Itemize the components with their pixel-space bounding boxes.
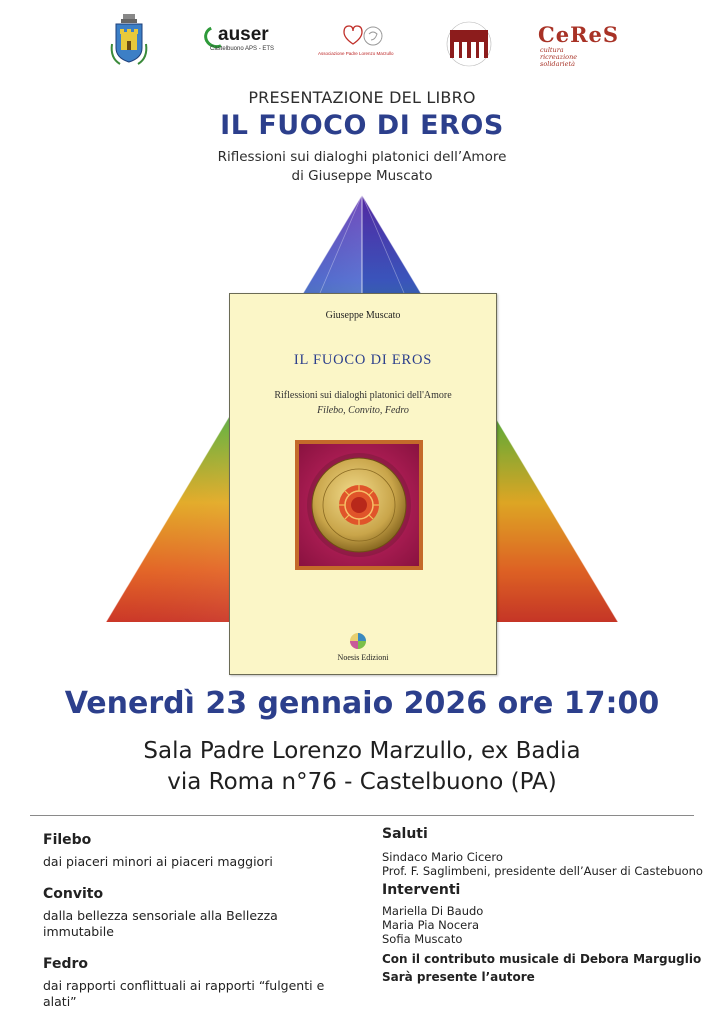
auser-name: auser (218, 24, 269, 45)
venue-line-1: Sala Padre Lorenzo Marzullo, ex Badia (143, 738, 581, 764)
dialog-name: Filebo (43, 832, 92, 848)
dialog-desc: dalla bellezza sensoriale alla Bellezza immutabile (43, 908, 278, 939)
venue-line-2: via Roma n°76 - Castelbuono (PA) (167, 769, 557, 795)
ceres-sub-2: ricreazione (540, 53, 578, 61)
music-note: Con il contributo musicale di Debora Marguglio (382, 952, 702, 966)
saluti-item: Prof. F. Saglimbeni, presidente dell’Auser di Castebuono (382, 864, 703, 878)
dialog-item-convito (43, 886, 343, 940)
ceres-sub-3: solidarietà (540, 60, 575, 68)
interventi-heading: Interventi (382, 882, 461, 898)
association-name: Associazione Padre Lorenzo Marzullo (318, 51, 394, 56)
page-title: IL FUOCO DI EROS (220, 110, 504, 141)
subtitle-line-1: Riflessioni sui dialoghi platonici dell’Amore (217, 149, 507, 165)
book-author: Giuseppe Muscato (325, 310, 401, 321)
kicker-text: PRESENTAZIONE DEL LIBRO (248, 88, 476, 107)
auser-subtitle: Castelbuono APS - ETS (210, 46, 275, 52)
author-note: Sarà presente l’autore (382, 970, 535, 984)
dialog-name: Fedro (43, 956, 89, 972)
speakers-list (382, 826, 712, 986)
ceres-sub-1: cultura (540, 46, 564, 54)
dialogs-list (43, 832, 343, 1026)
dialog-name: Convito (43, 886, 104, 902)
event-date: Venerdì 23 gennaio 2026 ore 17:00 (64, 686, 660, 721)
interventi-item: Maria Pia Nocera (382, 918, 479, 932)
dialog-item-fedro (43, 956, 343, 1010)
book-dialogs: Filebo, Convito, Fedro (317, 405, 409, 416)
subtitle-line-2: di Giuseppe Muscato (291, 168, 433, 184)
book-publisher: Noesis Edizioni (337, 653, 389, 662)
saluti-item: Sindaco Mario Cicero (382, 850, 503, 864)
saluti-heading: Saluti (382, 826, 428, 842)
book-subtitle: Riflessioni sui dialoghi platonici dell'Amore (274, 390, 452, 401)
golden-sun-artwork (295, 440, 423, 570)
interventi-item: Mariella Di Baudo (382, 904, 484, 918)
interventi-item: Sofia Muscato (382, 932, 463, 946)
dialog-desc: dai piaceri minori ai piaceri maggiori (43, 854, 273, 869)
book-title: IL FUOCO DI EROS (293, 352, 433, 368)
book-cover (229, 293, 497, 675)
dialog-desc: dai rapporti conflittuali ai rapporti “fulgenti e alati” (43, 978, 325, 1009)
event-venue (0, 736, 724, 798)
noesis-logo-icon (349, 632, 367, 650)
divider (30, 815, 694, 816)
ceres-name: CeReS (538, 22, 620, 47)
dialog-item-filebo (43, 832, 343, 870)
